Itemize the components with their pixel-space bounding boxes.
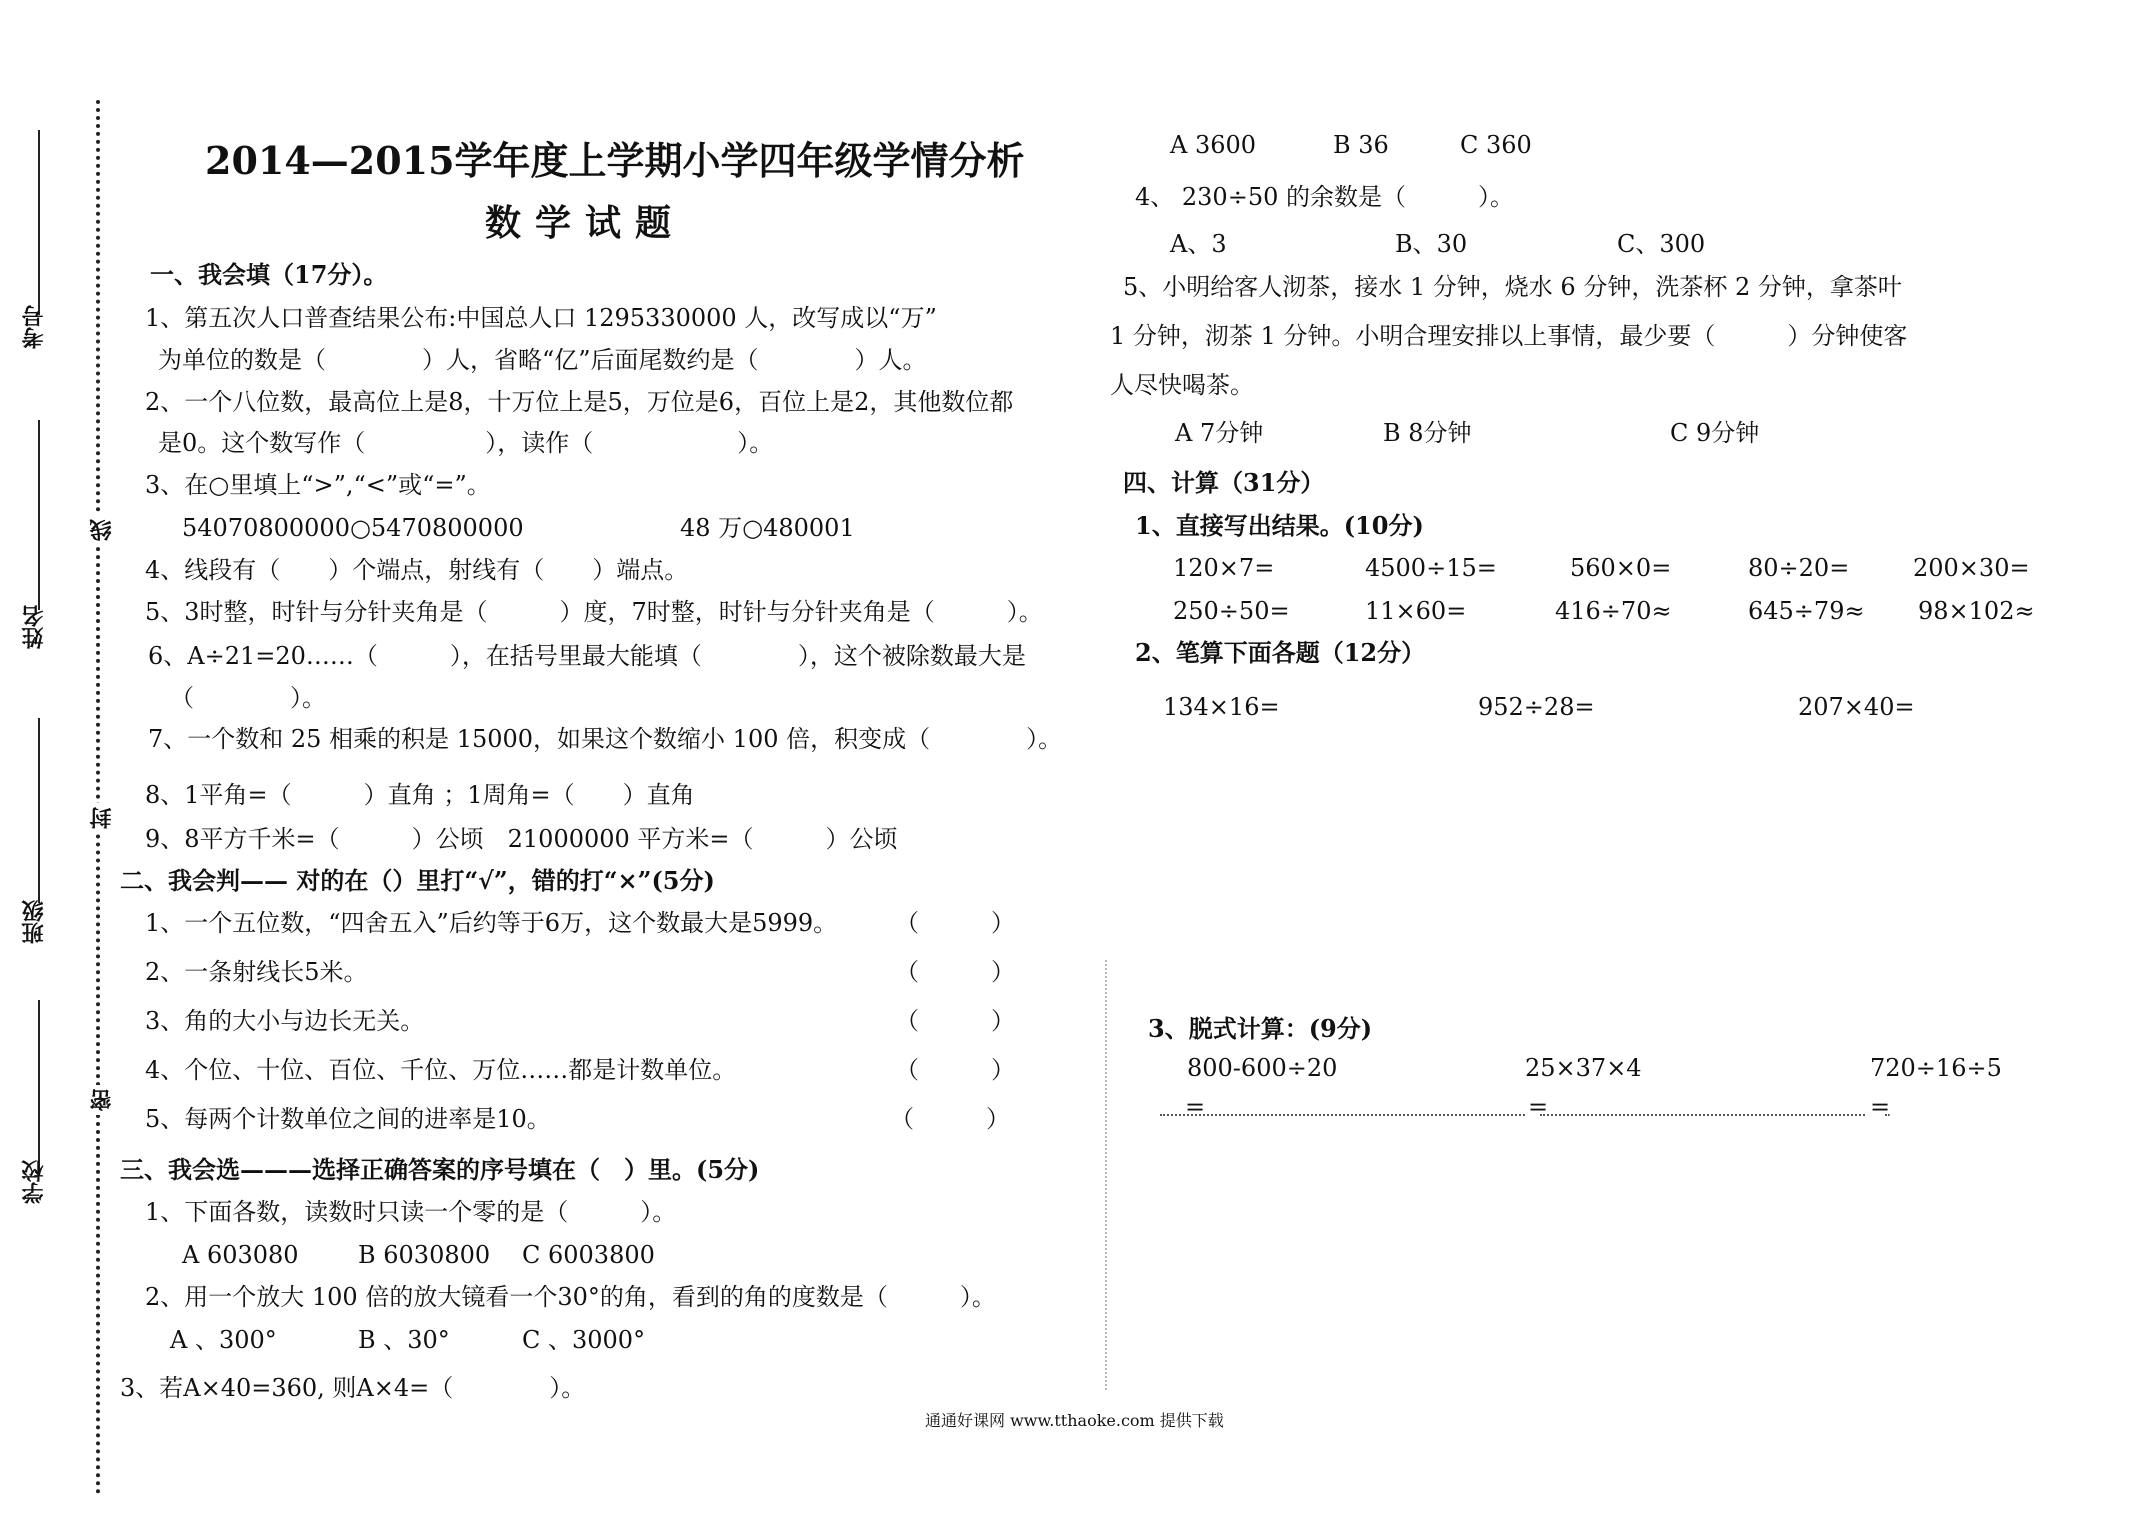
oral-calc-item: 4500÷15= xyxy=(1365,554,1497,582)
section1-line: 为单位的数是（ ）人，省略“亿”后面尾数约是（ ）人。 xyxy=(158,346,927,374)
section1-line: 8、1平角=（ ）直角 ；1周角=（ ）直角 xyxy=(145,781,695,809)
step-calc-item: 800-600÷20 xyxy=(1187,1054,1338,1082)
section1-line: 1、第五次人口普查结果公布:中国总人口 1295330000 人，改写成以“万” xyxy=(145,304,937,332)
choice-question: 人尽快喝茶。 xyxy=(1110,371,1254,399)
seal-mark-mi: 密 xyxy=(86,1085,117,1115)
seal-dotted-line xyxy=(96,100,100,1495)
choice-option: A 、300° xyxy=(170,1326,277,1354)
section4-part2-heading: 2、笔算下面各题（12分） xyxy=(1135,638,1426,667)
judge-answer-box[interactable]: （ ） xyxy=(895,1056,1015,1084)
judge-item: 2、一条射线长5米。 xyxy=(145,958,368,986)
seal-mark-xian: 线 xyxy=(86,515,117,545)
choice-option: A 7分钟 xyxy=(1175,419,1264,447)
written-calc-item: 134×16= xyxy=(1163,693,1280,721)
section1-line: 2、一个八位数，最高位上是8，十万位上是5，万位是6，百位上是2，其他数位都 xyxy=(145,388,1014,416)
seal-mark-feng: 封 xyxy=(86,803,117,833)
footer-source: 通通好课网 www.tthaoke.com 提供下载 xyxy=(925,1411,1224,1430)
section3-heading: 三、我会选———选择正确答案的序号填在（ ）里。(5分) xyxy=(120,1155,760,1184)
oral-calc-item: 560×0= xyxy=(1570,554,1672,582)
judge-answer-box[interactable]: （ ） xyxy=(895,909,1015,937)
choice-option: B 36 xyxy=(1333,131,1389,159)
choice-option: C 6003800 xyxy=(522,1241,655,1269)
choice-question: 1、下面各数，读数时只读一个零的是（ ）。 xyxy=(145,1198,677,1226)
step-calc-item: 720÷16÷5 xyxy=(1870,1054,2002,1082)
choice-option: B 8分钟 xyxy=(1383,419,1472,447)
binding-line xyxy=(38,718,40,903)
oral-calc-item: 645÷79≈ xyxy=(1748,597,1865,625)
section1-line: 4、线段有（ ）个端点，射线有（ ）端点。 xyxy=(145,556,689,584)
binding-field-school: 学校 xyxy=(21,1160,47,1204)
choice-question: 2、用一个放大 100 倍的放大镜看一个30°的角，看到的角的度数是（ ）。 xyxy=(145,1283,996,1311)
written-calc-item: 952÷28= xyxy=(1478,693,1595,721)
oral-calc-item: 98×102≈ xyxy=(1918,597,2035,625)
choice-question: 3、若A×40=360, 则A×4=（ ）。 xyxy=(120,1374,586,1402)
section1-compare-a: 54070800000○5470800000 xyxy=(182,514,524,542)
choice-option: C 360 xyxy=(1460,131,1532,159)
section4-heading: 四、计算（31分） xyxy=(1123,468,1325,497)
section1-line: 9、8平方千米=（ ）公顷 21000000 平方米=（ ）公顷 xyxy=(145,825,898,853)
section2-heading: 二、我会判—— 对的在（）里打“√”，错的打“×”(5分) xyxy=(120,866,715,895)
oral-calc-item: 120×7= xyxy=(1173,554,1275,582)
oral-calc-item: 200×30= xyxy=(1913,554,2030,582)
binding-line xyxy=(38,130,40,315)
oral-calc-item: 250÷50= xyxy=(1173,597,1290,625)
step-calc-item: 25×37×4 xyxy=(1525,1054,1642,1082)
page-title: 2014—2015学年度上学期小学四年级学情分析 xyxy=(205,138,1025,183)
judge-answer-box[interactable]: （ ） xyxy=(895,958,1015,986)
choice-option: B 6030800 xyxy=(358,1241,491,1269)
section1-line: 6、A÷21=20……（ ），在括号里最大能填（ ），这个被除数最大是 xyxy=(148,642,1026,670)
section1-heading: 一、我会填（17分）。 xyxy=(150,260,388,289)
binding-line xyxy=(38,420,40,610)
written-calc-item: 207×40= xyxy=(1798,693,1915,721)
judge-item: 3、角的大小与边长无关。 xyxy=(145,1007,425,1035)
judge-answer-box[interactable]: （ ） xyxy=(890,1105,1010,1133)
section1-line: 是0。这个数写作（ ），读作（ ）。 xyxy=(158,429,774,457)
answer-dotted-line xyxy=(1540,1114,1865,1116)
judge-item: 4、个位、十位、百位、千位、万位……都是计数单位。 xyxy=(145,1056,737,1084)
answer-dotted-line xyxy=(1160,1114,1525,1116)
section4-part3-heading: 3、脱式计算：(9分) xyxy=(1148,1014,1373,1043)
equals-sign: = xyxy=(1870,1093,1891,1121)
section1-line: 3、在○里填上“>”,“<”或“=”。 xyxy=(145,471,491,499)
choice-question: 4、 230÷50 的余数是（ ）。 xyxy=(1135,183,1514,211)
column-separator xyxy=(1105,960,1107,1390)
section1-compare-b: 48 万○480001 xyxy=(680,514,855,542)
choice-option: A 603080 xyxy=(182,1241,299,1269)
section4-part1-heading: 1、直接写出结果。(10分) xyxy=(1135,511,1424,540)
binding-field-exam-number: 考号 xyxy=(21,305,47,349)
choice-option: A 3600 xyxy=(1170,131,1257,159)
judge-item: 1、一个五位数，“四舍五入”后约等于6万，这个数最大是5999。 xyxy=(145,909,838,937)
page-subtitle: 数学试题 xyxy=(485,202,686,244)
judge-item: 5、每两个计数单位之间的进率是10。 xyxy=(145,1105,551,1133)
oral-calc-item: 80÷20= xyxy=(1748,554,1850,582)
equals-sign: = xyxy=(1185,1093,1206,1121)
choice-question: 5、小明给客人沏茶，接水 1 分钟，烧水 6 分钟，洗茶杯 2 分钟，拿茶叶 xyxy=(1123,273,1902,301)
choice-option: C 9分钟 xyxy=(1670,419,1760,447)
equals-sign: = xyxy=(1528,1093,1549,1121)
section1-line: （ ）。 xyxy=(170,684,326,712)
oral-calc-item: 11×60= xyxy=(1365,597,1467,625)
judge-answer-box[interactable]: （ ） xyxy=(895,1007,1015,1035)
choice-option: C 、3000° xyxy=(522,1326,646,1354)
choice-option: C、300 xyxy=(1617,230,1706,258)
binding-field-name: 姓名 xyxy=(21,605,47,649)
choice-question: 1 分钟，沏茶 1 分钟。小明合理安排以上事情，最少要（ ）分钟使客 xyxy=(1110,322,1908,350)
choice-option: A、3 xyxy=(1170,230,1227,258)
choice-option: B 、30° xyxy=(358,1326,450,1354)
oral-calc-item: 416÷70≈ xyxy=(1555,597,1672,625)
choice-option: B、30 xyxy=(1395,230,1468,258)
binding-line xyxy=(38,1000,40,1175)
answer-dotted-line xyxy=(1885,1114,1890,1116)
section1-line: 7、一个数和 25 相乘的积是 15000，如果这个数缩小 100 倍，积变成（ ）。 xyxy=(148,725,1063,753)
binding-field-class: 班级 xyxy=(21,900,47,944)
section1-line: 5、3时整，时针与分针夹角是（ ）度，7时整，时针与分针夹角是（ ）。 xyxy=(145,598,1043,626)
